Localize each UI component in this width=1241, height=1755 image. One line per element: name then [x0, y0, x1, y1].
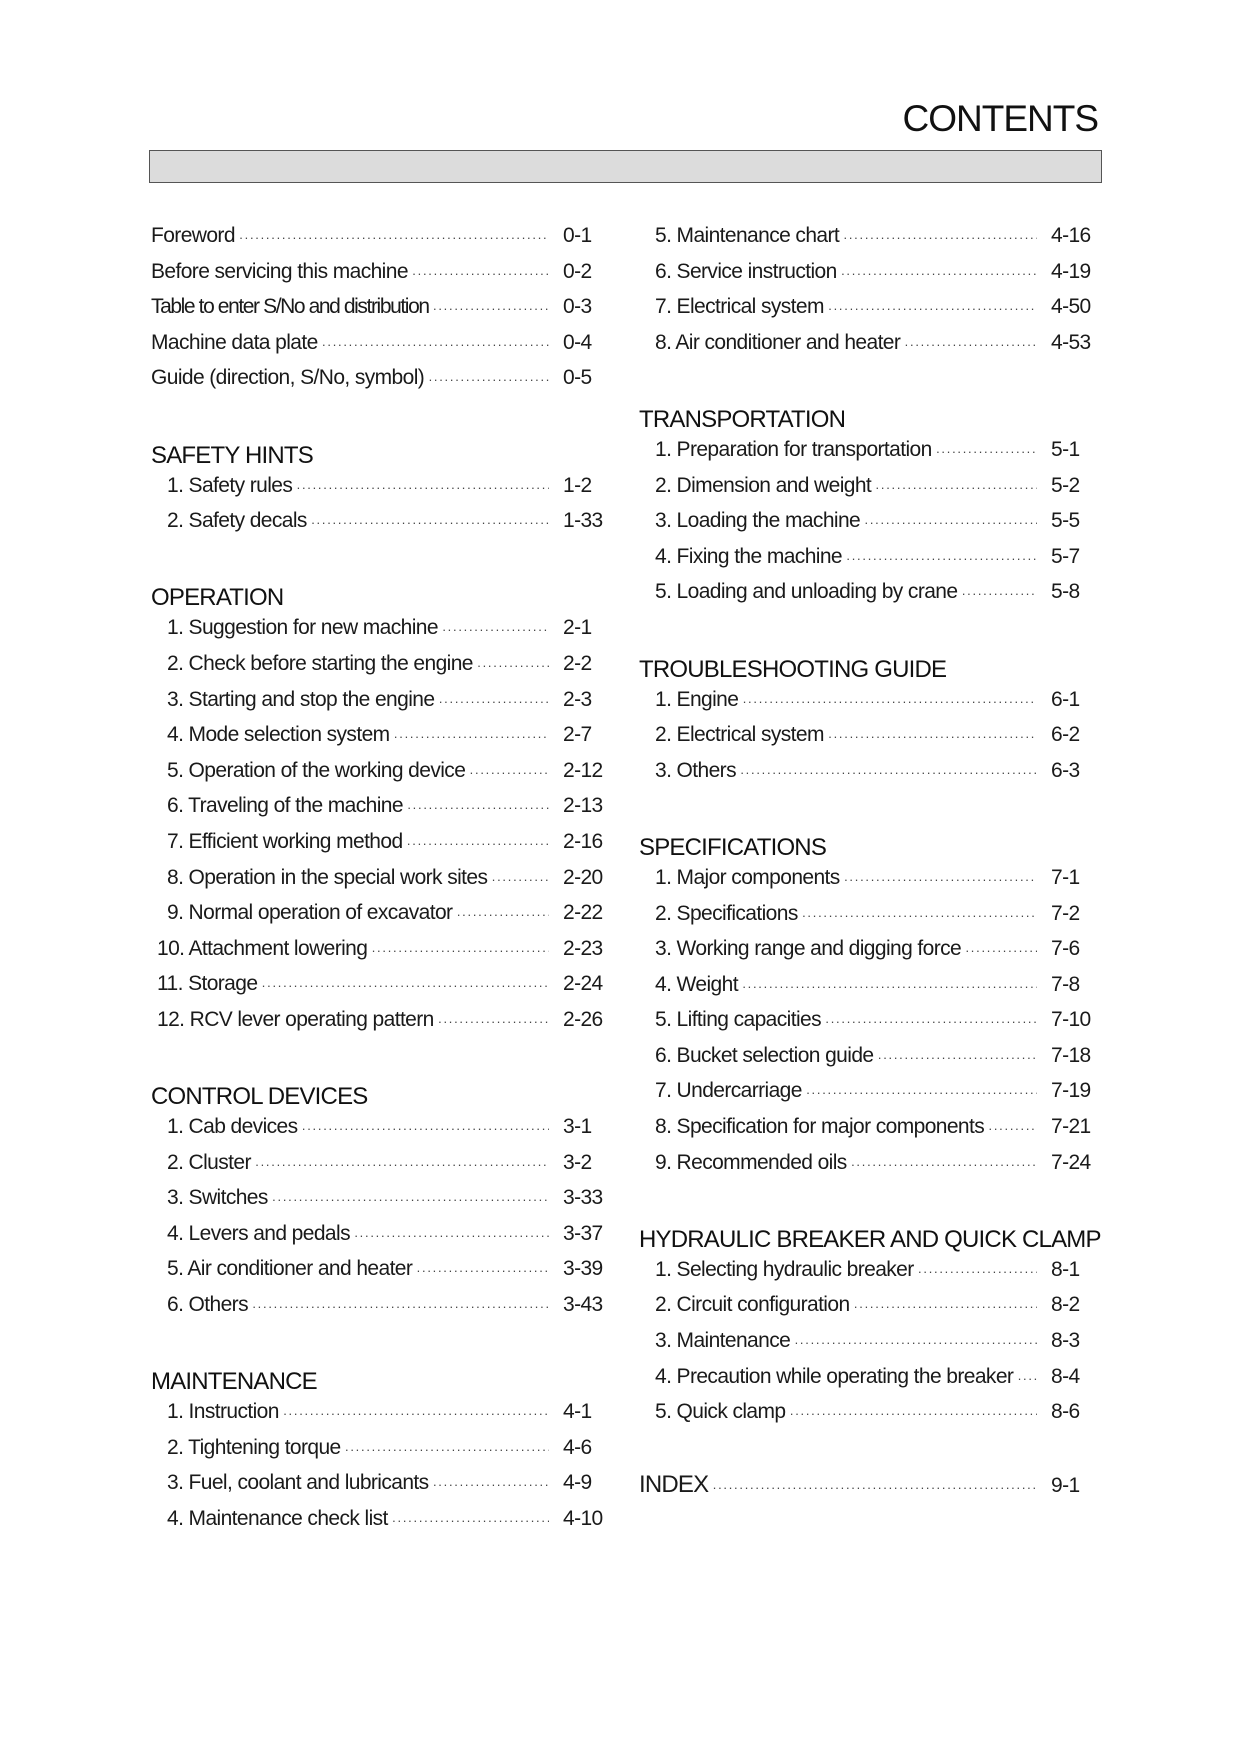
entry-page: 8-6	[1051, 1400, 1080, 1424]
entry-label: 3. Loading the machine	[655, 509, 861, 533]
toc-left-column	[151, 224, 607, 1543]
entry-label: 8. Air conditioner and heater	[655, 330, 901, 354]
section-heading-transportation[interactable]: TRANSPORTATION	[639, 405, 846, 433]
entry-page: 5-7	[1051, 544, 1080, 568]
toc-entry[interactable]	[639, 1044, 1095, 1080]
entry-label: 5. Maintenance chart	[655, 224, 840, 247]
toc-entry[interactable]	[639, 1115, 1095, 1151]
leader-dots	[255, 1157, 549, 1172]
entry-page: 6-2	[1051, 723, 1080, 747]
entry-page: 3-39	[563, 1257, 603, 1281]
entry-label: 6. Bucket selection guide	[655, 1043, 874, 1067]
entry-label: Guide (direction, S/No, symbol)	[151, 366, 425, 390]
entry-label: 1. Selecting hydraulic breaker	[655, 1257, 914, 1281]
entry-page: 4-53	[1051, 330, 1091, 354]
entry-label: 7. Electrical system	[655, 295, 824, 319]
entry-label: Before servicing this machine	[151, 259, 408, 283]
entry-page: 4-19	[1051, 259, 1091, 283]
toc-entry[interactable]	[639, 438, 1095, 474]
toc-entry[interactable]	[151, 1293, 607, 1329]
leader-dots	[851, 1157, 1037, 1172]
toc-entry[interactable]	[639, 545, 1095, 581]
section-heading-operation[interactable]: OPERATION	[151, 584, 284, 612]
entry-page: 2-2	[563, 651, 592, 675]
leader-dots	[918, 1264, 1037, 1279]
toc-entry[interactable]	[151, 1222, 607, 1258]
entry-label: 9. Normal operation of excavator	[167, 901, 453, 925]
toc-entry[interactable]	[639, 937, 1095, 973]
toc-entry[interactable]	[151, 1400, 607, 1436]
entry-page: 4-6	[563, 1435, 592, 1459]
entry-page: 8-1	[1051, 1257, 1080, 1281]
toc-entry-index[interactable]	[639, 1471, 1095, 1507]
leader-dots	[789, 1406, 1037, 1421]
leader-dots	[302, 1121, 549, 1136]
toc-entry[interactable]	[639, 723, 1095, 759]
section-heading-troubleshooting[interactable]: TROUBLESHOOTING GUIDE	[639, 655, 947, 683]
entry-page: 7-10	[1051, 1008, 1091, 1032]
entry-label: 2. Specifications	[655, 901, 798, 925]
entry-page: 2-1	[563, 616, 592, 640]
leader-dots	[433, 1477, 549, 1492]
toc-entry[interactable]	[151, 616, 607, 652]
leader-dots	[407, 836, 549, 851]
toc-right-column	[639, 224, 1101, 1507]
entry-label: 1. Preparation for transportation	[655, 437, 932, 461]
leader-dots	[1017, 1371, 1037, 1386]
entry-page: 2-13	[563, 794, 603, 818]
leader-dots	[825, 1014, 1037, 1029]
toc-entry[interactable]	[639, 1151, 1095, 1187]
toc-entry[interactable]	[639, 224, 1095, 260]
leader-dots	[936, 444, 1037, 459]
entry-page: 4-1	[563, 1400, 592, 1424]
entry-label: 10. Attachment lowering	[157, 936, 368, 960]
entry-page: 7-21	[1051, 1115, 1091, 1139]
leader-dots	[864, 515, 1037, 530]
page-title: CONTENTS	[902, 98, 1098, 139]
entry-label: 2. Tightening torque	[167, 1435, 341, 1459]
entry-label: 9. Recommended oils	[655, 1150, 847, 1174]
entry-page: 0-5	[563, 366, 592, 390]
toc-entry[interactable]	[639, 973, 1095, 1009]
section-heading-maintenance[interactable]: MAINTENANCE	[151, 1368, 317, 1396]
toc-entry[interactable]	[639, 866, 1095, 902]
entry-label: 6. Service instruction	[655, 259, 837, 283]
toc-entry-before-servicing[interactable]	[151, 260, 607, 296]
entry-label: 5. Quick clamp	[655, 1400, 786, 1424]
leader-dots	[354, 1228, 549, 1243]
entry-label: 4. Precaution while operating the breaker	[655, 1364, 1014, 1388]
toc-entry[interactable]	[151, 937, 607, 973]
leader-dots	[828, 729, 1037, 744]
entry-label: 3. Maintenance	[655, 1329, 791, 1353]
entry-label: 6. Others	[167, 1293, 248, 1317]
leader-dots	[438, 1014, 549, 1029]
entry-page: 3-37	[563, 1221, 603, 1245]
entry-label: 1. Safety rules	[167, 473, 293, 497]
entry-page: 5-8	[1051, 580, 1080, 604]
entry-label: 1. Major components	[655, 865, 840, 889]
entry-label: 4. Fixing the machine	[655, 544, 843, 568]
leader-dots	[283, 1406, 549, 1421]
entry-label: 2. Electrical system	[655, 723, 824, 747]
toc-entry[interactable]	[639, 1400, 1095, 1436]
entry-page: 2-16	[563, 829, 603, 853]
leader-dots	[844, 872, 1037, 887]
leader-dots	[322, 337, 549, 352]
entry-page: 3-43	[563, 1293, 603, 1317]
toc-entry[interactable]	[639, 759, 1095, 795]
entry-page: 0-3	[563, 295, 592, 319]
leader-dots	[794, 1335, 1037, 1350]
entry-label: 3. Others	[655, 758, 736, 782]
index-heading: INDEX	[639, 1471, 709, 1499]
toc-entry[interactable]	[151, 688, 607, 724]
leader-dots	[904, 337, 1037, 352]
entry-page: 4-16	[1051, 224, 1091, 247]
toc-entry[interactable]	[151, 972, 607, 1008]
toc-entry[interactable]	[151, 652, 607, 688]
toc-entry[interactable]	[639, 1258, 1095, 1294]
toc-entry[interactable]	[639, 902, 1095, 938]
entry-label: 5. Lifting capacities	[655, 1008, 822, 1032]
toc-entry-data-plate[interactable]	[151, 331, 607, 367]
leader-dots	[456, 907, 549, 922]
entry-page: 4-10	[563, 1507, 603, 1530]
entry-page: 2-20	[563, 865, 603, 889]
toc-entry[interactable]	[639, 474, 1095, 510]
leader-dots	[740, 765, 1037, 780]
entry-page: 0-2	[563, 259, 592, 283]
leader-dots	[371, 943, 549, 958]
leader-dots	[491, 872, 549, 887]
entry-label: 5. Operation of the working device	[167, 758, 466, 782]
leader-dots	[877, 1050, 1037, 1065]
entry-page: 7-1	[1051, 865, 1080, 889]
leader-dots	[433, 301, 549, 316]
leader-dots	[742, 979, 1037, 994]
entry-label: 4. Maintenance check list	[167, 1507, 388, 1530]
toc-entry[interactable]	[639, 1293, 1095, 1329]
entry-label: 7. Undercarriage	[655, 1079, 802, 1103]
leader-dots	[843, 230, 1037, 245]
entry-label: 6. Traveling of the machine	[167, 794, 403, 818]
leader-dots	[846, 551, 1037, 566]
entry-label: 2. Circuit configuration	[655, 1293, 850, 1317]
leader-dots	[841, 266, 1037, 281]
toc-entry[interactable]	[151, 1257, 607, 1293]
leader-dots	[742, 694, 1037, 709]
leader-dots	[428, 372, 549, 387]
leader-dots	[407, 800, 549, 815]
entry-label: Foreword	[151, 224, 235, 247]
entry-page: 7-2	[1051, 901, 1080, 925]
toc-entry[interactable]	[151, 901, 607, 937]
entry-label: 1. Cab devices	[167, 1115, 298, 1139]
entry-page: 7-8	[1051, 972, 1080, 996]
toc-entry[interactable]	[151, 759, 607, 795]
entry-label: 3. Switches	[167, 1186, 268, 1210]
entry-page: 2-24	[563, 972, 603, 996]
toc-entry[interactable]	[639, 509, 1095, 545]
toc-entry[interactable]	[151, 1151, 607, 1187]
entry-label: 5. Air conditioner and heater	[167, 1257, 413, 1281]
toc-entry[interactable]	[639, 1079, 1095, 1115]
toc-entry[interactable]	[639, 260, 1095, 296]
toc-entry[interactable]	[151, 509, 607, 545]
leader-dots	[394, 729, 549, 744]
entry-label: 4. Mode selection system	[167, 723, 390, 747]
toc-entry[interactable]	[639, 580, 1095, 616]
entry-page: 0-4	[563, 330, 592, 354]
leader-dots	[961, 586, 1037, 601]
entry-page: 8-4	[1051, 1364, 1080, 1388]
entry-label: 2. Cluster	[167, 1150, 251, 1174]
leader-dots	[469, 765, 549, 780]
entry-label: 5. Loading and unloading by crane	[655, 580, 958, 604]
entry-label: 2. Safety decals	[167, 509, 307, 533]
entry-label: Machine data plate	[151, 330, 318, 354]
entry-page: 9-1	[1051, 1474, 1080, 1498]
entry-label: Table to enter S/No and distribution	[151, 295, 429, 319]
section-heading-safety[interactable]: SAFETY HINTS	[151, 441, 313, 469]
entry-page: 7-19	[1051, 1079, 1091, 1103]
toc-entry[interactable]	[639, 295, 1095, 331]
leader-dots	[854, 1299, 1037, 1314]
toc-entry[interactable]	[151, 1115, 607, 1151]
entry-label: 4. Weight	[655, 972, 738, 996]
entry-page: 2-12	[563, 758, 603, 782]
entry-page: 1-33	[563, 509, 603, 533]
leader-dots	[296, 480, 549, 495]
entry-label: 2. Check before starting the engine	[167, 651, 473, 675]
entry-label: 8. Specification for major components	[655, 1115, 985, 1139]
toc-entry[interactable]	[639, 1329, 1095, 1365]
entry-page: 3-2	[563, 1150, 592, 1174]
toc-entry[interactable]	[151, 1186, 607, 1222]
entry-label: 1. Instruction	[167, 1400, 279, 1424]
leader-dots	[412, 266, 549, 281]
section-heading-hydraulic[interactable]: HYDRAULIC BREAKER AND QUICK CLAMP	[639, 1225, 1101, 1253]
entry-label: 11. Storage	[157, 972, 258, 996]
entry-page: 8-2	[1051, 1293, 1080, 1317]
entry-page: 2-7	[563, 723, 592, 747]
leader-dots	[311, 515, 549, 530]
toc-entry[interactable]	[639, 1365, 1095, 1401]
entry-label: 3. Starting and stop the engine	[167, 687, 435, 711]
entry-page: 7-6	[1051, 937, 1080, 961]
entry-page: 1-2	[563, 473, 592, 497]
entry-label: 3. Working range and digging force	[655, 937, 962, 961]
entry-page: 7-24	[1051, 1150, 1091, 1174]
toc-entry-table-sno[interactable]	[151, 295, 607, 331]
leader-dots	[272, 1192, 549, 1207]
toc-entry-foreword[interactable]	[151, 224, 607, 260]
entry-page: 8-3	[1051, 1329, 1080, 1353]
toc-entry[interactable]	[639, 331, 1095, 367]
leader-dots	[239, 230, 549, 245]
leader-dots	[477, 658, 549, 673]
entry-label: 1. Suggestion for new machine	[167, 616, 438, 640]
entry-page: 6-3	[1051, 758, 1080, 782]
leader-dots	[442, 622, 549, 637]
leader-dots	[392, 1513, 549, 1528]
entry-label: 8. Operation in the special work sites	[167, 865, 488, 889]
entry-label: 3. Fuel, coolant and lubricants	[167, 1471, 429, 1495]
toc-entry[interactable]	[639, 688, 1095, 724]
section-heading-specifications[interactable]: SPECIFICATIONS	[639, 833, 827, 861]
title-bar	[149, 150, 1102, 183]
toc-entry[interactable]	[151, 1008, 607, 1044]
leader-dots	[345, 1442, 549, 1457]
entry-page: 2-22	[563, 901, 603, 925]
entry-page: 4-50	[1051, 295, 1091, 319]
entry-page: 6-1	[1051, 687, 1080, 711]
entry-label: 7. Efficient working method	[167, 829, 403, 853]
entry-label: 1. Engine	[655, 687, 739, 711]
entry-label: 4. Levers and pedals	[167, 1221, 350, 1245]
entry-page: 4-9	[563, 1471, 592, 1495]
leader-dots	[438, 694, 549, 709]
leader-dots	[416, 1263, 549, 1278]
toc-entry[interactable]	[151, 1471, 607, 1507]
leader-dots	[712, 1480, 1037, 1495]
section-heading-control[interactable]: CONTROL DEVICES	[151, 1083, 368, 1111]
leader-dots	[965, 943, 1037, 958]
entry-page: 7-18	[1051, 1043, 1091, 1067]
entry-page: 5-5	[1051, 509, 1080, 533]
toc-entry[interactable]	[639, 1008, 1095, 1044]
leader-dots	[806, 1085, 1037, 1100]
toc-entry[interactable]	[151, 723, 607, 759]
entry-page: 3-33	[563, 1186, 603, 1210]
entry-label: 2. Dimension and weight	[655, 473, 872, 497]
leader-dots	[261, 978, 549, 993]
toc-entry[interactable]	[151, 1436, 607, 1472]
toc-entry[interactable]	[151, 474, 607, 510]
entry-label: 12. RCV lever operating pattern	[157, 1007, 434, 1031]
entry-page: 3-1	[563, 1115, 592, 1139]
entry-page: 2-3	[563, 687, 592, 711]
leader-dots	[875, 480, 1037, 495]
leader-dots	[252, 1299, 549, 1314]
toc-entry[interactable]	[151, 1507, 607, 1543]
entry-page: 5-2	[1051, 473, 1080, 497]
entry-page: 2-26	[563, 1007, 603, 1031]
toc-entry[interactable]	[151, 794, 607, 830]
toc-entry[interactable]	[151, 866, 607, 902]
entry-page: 0-1	[563, 224, 592, 247]
entry-page: 2-23	[563, 936, 603, 960]
leader-dots	[988, 1121, 1037, 1136]
leader-dots	[828, 301, 1037, 316]
entry-page: 5-1	[1051, 437, 1080, 461]
toc-entry[interactable]	[151, 830, 607, 866]
toc-entry-guide[interactable]	[151, 366, 607, 402]
leader-dots	[802, 908, 1037, 923]
